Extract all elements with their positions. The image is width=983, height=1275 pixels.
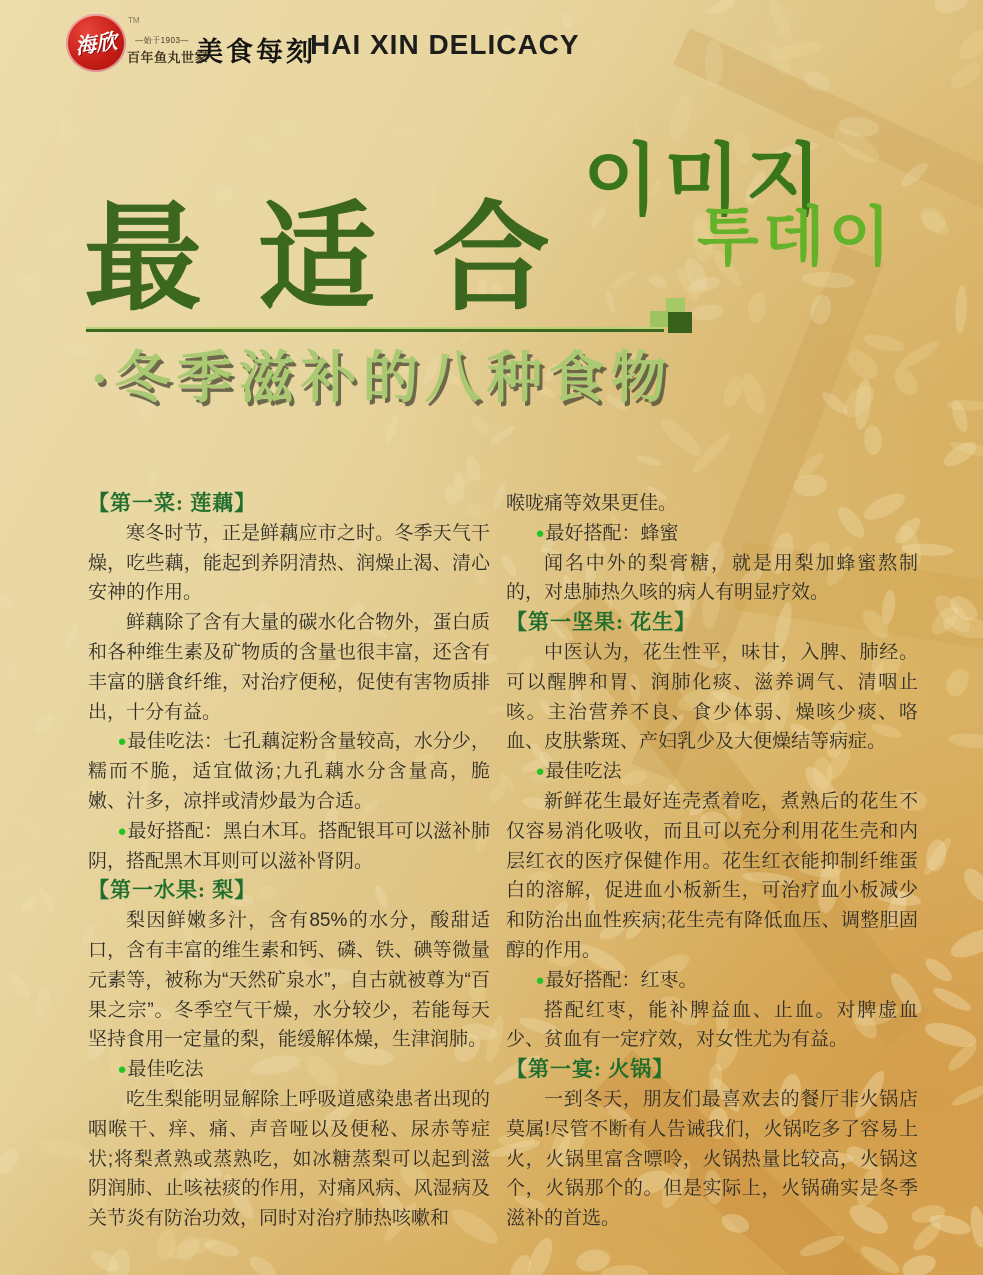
bullet-item [506,519,918,549]
since-1903-label: —始于1903— [135,36,189,45]
bullet-item [88,1055,490,1085]
paragraph: 闻名中外的梨膏糖，就是用梨加蜂蜜熬制的，对患肺热久咳的病人有明显疗效。 [506,552,918,604]
paragraph: 中医认为，花生性平，味甘，入脾、肺经。可以醒脾和胃、润肺化痰、滋养调气、清咽止咳。主治营养不良、食少体弱、燥咳少痰、咯血、皮肤紫斑、产妇乳少及大便燥结等病症。 [506,641,918,753]
bullet-text: 最好搭配：红枣。 [545,969,698,991]
brand-tagline: 百年鱼丸世家 [127,50,209,65]
brand-name-english: HAI XIN DELICACY [310,29,580,60]
bullet-icon: ● [535,763,545,781]
paragraph: 吃生梨能明显解除上呼吸道感染患者出现的咽喉干、痒、痛、声音哑以及便秘、尿赤等症状;将梨煮熟或蒸熟吃，如冰糖蒸梨可以起到滋阴润肺、止咳祛痰的作用，对痛风病、风湿病及关节炎有防治功效，同时对治疗肺热咳嗽和 [88,1088,490,1230]
page-subtitle: ·冬季滋补的八种食物 [90,348,673,410]
bullet-item [506,966,918,996]
section-heading: 【第一宴: 火锅】 [506,1057,675,1082]
paragraph: 梨因鲜嫩多汁，含有85%的水分，酸甜适口，含有丰富的维生素和钙、磷、铁、碘等微量元素等，被称为“天然矿泉水”，自古就被尊为“百果之宗”。冬季空气干燥，水分较少，若能每天坚持食用一定量的梨，能缓解体燥，生津润肺。 [88,910,490,1051]
paragraph: 一到冬天，朋友们最喜欢去的餐厅非火锅店莫属!尽管不断有人告诫我们，火锅吃多了容易上火，火锅里富含嘌呤，火锅热量比较高，火锅这个，火锅那个的。但是实际上，火锅确实是冬季滋补的首选。 [506,1088,918,1230]
bullet-text: 最好搭配：蜂蜜 [545,522,679,544]
watermark-line2: 투데이 [697,202,895,273]
haixin-logo-icon [66,14,126,72]
bullet-icon: ● [117,733,127,751]
trademark-label: TM [128,16,140,25]
bullet-item [506,757,918,787]
brand-name-chinese: 美食每刻 [196,37,316,67]
bullet-item [88,817,490,877]
paragraph: 喉咙痛等效果更佳。 [506,493,678,514]
bullet-icon: ● [535,971,545,989]
decor-square-dark [668,312,692,333]
paragraph: 新鲜花生最好连壳煮着吃，煮熟后的花生不仅容易消化吸收，而且可以充分利用花生壳和内层红衣的医疗保健作用。花生红衣能抑制纤维蛋白的溶解，促进血小板新生，可治疗血小板减少和防治出血性疾病;花生壳有降低血压、调整胆固醇的作用。 [506,790,918,961]
brand-since-block [127,35,209,66]
page-title: 最适合 [84,194,607,325]
bullet-icon: ● [535,524,545,542]
bullet-text: 最佳吃法 [545,761,622,783]
article-column-right [506,489,918,1234]
paragraph: 搭配红枣，能补脾益血、止血。对脾虚血少、贫血有一定疗效，对女性尤为有益。 [506,999,918,1051]
paragraph: 寒冬时节，正是鲜藕应市之时。冬季天气干燥，吃些藕，能起到养阴清热、润燥止渴、清心安神的作用。 [88,522,490,604]
article-column-left [88,489,490,1234]
title-underline [86,327,664,332]
section-heading: 【第一菜: 莲藕】 [88,491,257,515]
bullet-text: 最佳吃法：七孔藕淀粉含量较高，水分少，糯而不脆，适宜做汤;九孔藕水分含量高，脆嫩、汁多，凉拌或清炒最为合适。 [88,731,490,812]
logo-text: 海欣 [73,29,119,59]
bullet-text: 最好搭配：黑白木耳。搭配银耳可以滋补肺阴，搭配黑木耳则可以滋补肾阴。 [88,820,490,872]
bullet-icon: ● [117,822,127,840]
bullet-icon: ● [117,1061,127,1079]
bullet-text: 最佳吃法 [127,1059,204,1081]
section-heading: 【第一水果: 梨】 [88,878,257,903]
bullet-item [88,727,490,816]
decor-square-light-left [650,311,668,327]
paragraph: 鲜藕除了含有大量的碳水化合物外，蛋白质和各种维生素及矿物质的含量也很丰富，还含有丰富的膳食纤维，对治疗便秘，促使有害物质排出，十分有益。 [88,612,490,723]
watermark-line1: 이미지 [583,137,828,224]
section-heading: 【第一坚果: 花生】 [506,610,697,635]
